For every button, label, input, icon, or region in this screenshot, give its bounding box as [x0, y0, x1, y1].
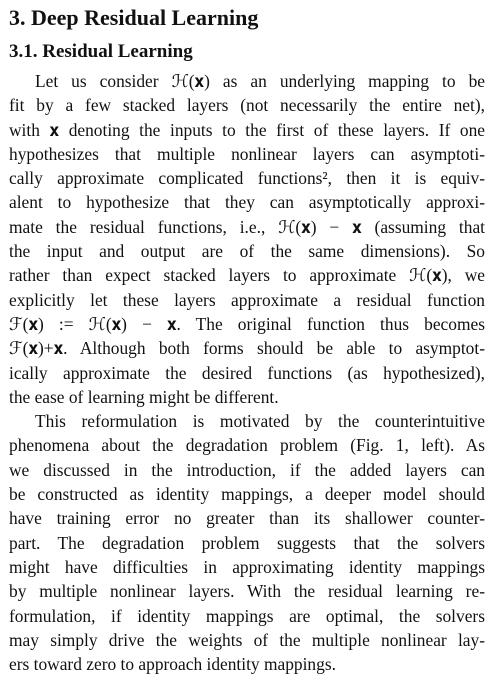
- text-line: This reformulation is motivated by the counterintuitive: [35, 411, 485, 432]
- text-line: with 𝐱 denoting the inputs to the first of these layers. If one: [9, 119, 485, 140]
- text-line: explicitly let these layers approximate a residual function: [9, 289, 485, 310]
- text-line: alent to hypothesize that they can asymptotically approxi-: [9, 192, 485, 213]
- text-line: ℱ(𝐱)+𝐱. Although both forms should be able to asymptot-: [9, 338, 485, 359]
- text-line: have training error no greater than its shallower counter-: [9, 508, 485, 529]
- text-line: ℱ(𝐱) := ℋ(𝐱) − 𝐱. The original function thus becomes: [9, 313, 485, 334]
- text-line: the ease of learning might be different.: [9, 386, 279, 407]
- text-line: rather than expect stacked layers to approximate ℋ(𝐱), we: [9, 265, 485, 286]
- paragraph-degradation-motivation: [9, 409, 485, 676]
- text-line: be constructed as identity mappings, a deeper model should: [9, 484, 485, 505]
- text-line: cally approximate complicated functions², then it is equiv-: [9, 168, 485, 189]
- text-line: mate the residual functions, i.e., ℋ(𝐱) − 𝐱 (assuming that: [9, 216, 485, 237]
- text-line: Let us consider ℋ(𝐱) as an underlying mapping to be: [35, 71, 485, 91]
- text-line: we discussed in the introduction, if the added layers can: [9, 459, 485, 480]
- text-line: by multiple nonlinear layers. With the residual learning re-: [9, 581, 485, 602]
- paragraph-residual-learning: [9, 69, 485, 409]
- text-line: may simply drive the weights of the multiple nonlinear lay-: [9, 629, 485, 650]
- text-line: part. The degradation problem suggests that the solvers: [9, 532, 485, 553]
- text-line: the input and output are of the same dimensions). So: [9, 241, 485, 262]
- text-line: phenomena about the degradation problem (Fig. 1, left). As: [9, 435, 485, 456]
- section-title: 3. Deep Residual Learning: [9, 5, 259, 30]
- text-line: ically approximate the desired functions (as hypothesized),: [9, 362, 485, 383]
- text-line: formulation, if identity mappings are optimal, the solvers: [9, 605, 485, 626]
- text-line: might have difficulties in approximating identity mappings: [9, 556, 485, 577]
- subsection-title: 3.1. Residual Learning: [9, 41, 193, 62]
- text-line: fit by a few stacked layers (not necessarily the entire net),: [9, 95, 485, 116]
- text-line: ers toward zero to approach identity mappings.: [9, 654, 336, 675]
- text-line: hypothesizes that multiple nonlinear layers can asymptoti-: [9, 143, 485, 164]
